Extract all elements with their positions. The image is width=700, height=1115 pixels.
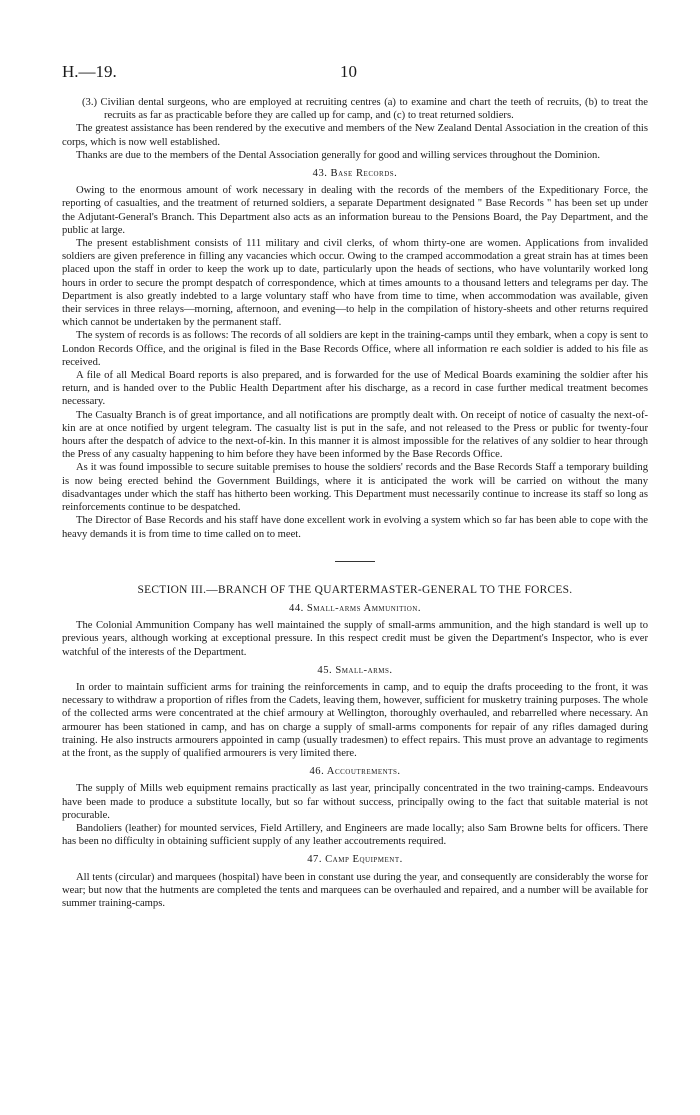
section-heading-45: 45. Small-arms. xyxy=(317,664,393,676)
document-reference: H.—19. xyxy=(62,62,117,81)
paragraph: A file of all Medical Board reports is also prepared, and is forwarded for the use of Medical Boards examining the soldier after his return, and is handed over to the Public Health Department after his discharge, as a record in case further medical treatment becomes necessary. xyxy=(62,370,648,408)
page-number: 10 xyxy=(340,62,357,81)
paragraph: Bandoliers (leather) for mounted services, Field Artillery, and Engineers are made locally; also Sam Browne belts for officers. There has been no difficulty in obtaining sufficient supply of any leather accoutrements required. xyxy=(62,822,648,848)
paragraph: The supply of Mills web equipment remains practically as last year, principally concentrated in the two training-camps. Endeavours have been made to produce a substitute locally, but so far without success, principally owing to the fact that suitable material is not procurable. xyxy=(62,783,648,821)
paragraph: All tents (circular) and marquees (hospital) have been in constant use during the year, and consequently are considerably the worse for wear; but now that the hutments are completed the tents and marquees can be overhauled and repaired, and a number will be available for summer training-camps. xyxy=(62,871,648,909)
paragraph: Thanks are due to the members of the Dental Association generally for good and willing services throughout the Dominion. xyxy=(76,149,600,161)
section-heading-43: 43. Base Records. xyxy=(312,168,398,180)
section-heading-46: 46. Accoutrements. xyxy=(309,766,401,778)
section-heading-47: 47. Camp Equipment. xyxy=(307,854,403,866)
paragraph: The greatest assistance has been rendered by the executive and members of the New Zealand Dental Association in the creation of this corps, which is now well established. xyxy=(62,123,648,148)
paragraph: The Director of Base Records and his staff have done excellent work in evolving a system which so far has been able to cope with the heavy demands it is from time to time called on to meet. xyxy=(62,515,648,540)
paragraph: As it was found impossible to secure suitable premises to house the soldiers' records and the Base Records Staff a temporary building is now being erected behind the Government Buildings, where it is anticipated the work will be carried on without the many disadvantages under which the staff has hitherto been working. This Department must necessarily continue to increase its staff so long as reinforcements continue to be despatched. xyxy=(62,462,648,514)
paragraph: The present establishment consists of 111 military and civil clerks, of whom thirty-one are women. Applications from invalided soldiers are given preference in filling any vacancies which occur. Owing to the cramped accommodation a great strain has at times been placed upon the staff in order to keep the work up to date, particularly upon the heads of sections, who have voluntarily worked long hours in order to secure the prompt despatch of correspondence, which at times amounts to a thousand letters and telegrams per day. The Department is also greatly indebted to a large voluntary staff who have from time to time, when accommodation was available, given their services in three relays—morning, afternoon, and evening—to help in the compilation of history-sheets and other returns required which cannot be undertaken by the permanent staff. xyxy=(62,238,648,329)
section-divider xyxy=(335,561,375,562)
paragraph: The system of records is as follows: The records of all soldiers are kept in the training-camps until they embark, when a copy is sent to London Records Office, and the original is filed in the Base Records Office, where all information re each soldier is added to his file as received. xyxy=(62,330,648,368)
page-body xyxy=(62,96,648,910)
dental-item-3: (3.) Civilian dental surgeons, who are employed at recruiting centres (a) to examine and chart the teeth of recruits, (b) to treat the recruits as far as practicable before they are called up for camp, and (c) to treat returned soldiers. xyxy=(82,97,648,122)
section-title: SECTION III.—BRANCH OF THE QUARTERMASTER-GENERAL TO THE FORCES. xyxy=(137,583,573,596)
section-heading-44: 44. Small-arms Ammunition. xyxy=(289,602,421,614)
page-header xyxy=(0,62,700,84)
paragraph: In order to maintain sufficient arms for training the reinforcements in camp, and to equip the drafts proceeding to the front, it was necessary to withdraw a proportion of rifles from the Cadets, leaving them, however, sufficient for musketry training purposes. The whole of the collected arms were concentrated at the chief armoury at Wellington, thoroughly overhauled, and rebarrelled where necessary. An armourer has been stationed in camp, and has on charge a supply of small-arms components for repair of any rifles damaged during training. He also instructs armourers appointed in camp (usually tradesmen) to effect repairs. This must prove an advantage to regiments at the front, as the supply of qualified armourers is very limited there. xyxy=(62,681,648,759)
paragraph: The Colonial Ammunition Company has well maintained the supply of small-arms ammunition, and the high standard is well up to previous years, although working at exceptional pressure. In this respect credit must be given the Department's Inspector, who is ever watchful of the interests of the Department. xyxy=(62,620,648,658)
paragraph: The Casualty Branch is of great importance, and all notifications are promptly dealt with. On receipt of notice of casualty the next-of-kin are at once notified by urgent telegram. The casualty list is put in the safe, and not released to the Press or public for twenty-four hours after the despatch of advice to the next-of-kin. In this manner it is almost impossible for the relatives of any soldier to hear through the Press of any casualty happening to him before they have been informed by the Base Records Office. xyxy=(62,409,648,461)
paragraph: Owing to the enormous amount of work necessary in dealing with the records of the members of the Expeditionary Force, the reporting of casualties, and the treatment of returned soldiers, a separate Department designated " Base Records " has been set up under the Adjutant-General's Branch. This Department also acts as an information bureau to the Pensions Board, the Pay Department, and the public at large. xyxy=(62,185,648,236)
